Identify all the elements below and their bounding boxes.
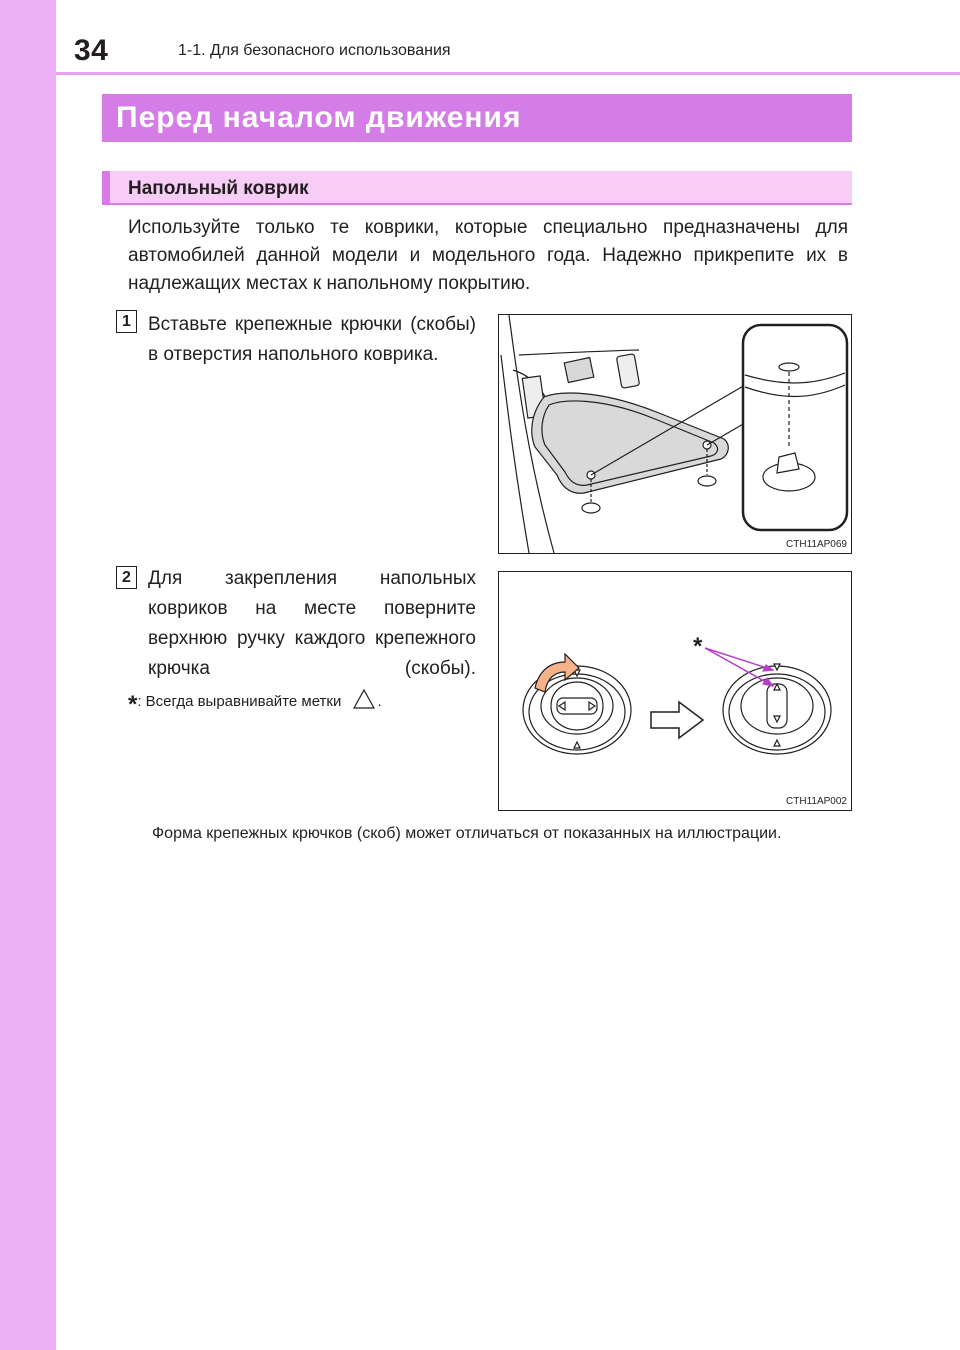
side-color-strip — [0, 0, 56, 1350]
step-2-text: Для закрепления напольных ковриков на месте поверните верхнюю ручку каждого крепежного крючка (скобы). — [148, 568, 476, 679]
figure-code-2: CTH11AP002 — [786, 796, 847, 807]
section-title: Перед началом движения — [116, 101, 522, 134]
note-text: : Всегда выравнивайте метки — [137, 693, 342, 710]
subsection-rule — [102, 203, 852, 205]
step-2-number: 2 — [116, 566, 137, 589]
note-end: . — [377, 693, 382, 710]
figure-code-1: CTH11AP069 — [786, 539, 847, 550]
note — [128, 688, 382, 719]
triangle-mark-icon — [352, 688, 376, 710]
subsection-title: Напольный коврик — [128, 178, 309, 199]
note-marker: * — [128, 691, 138, 718]
step-1-number: 1 — [116, 310, 137, 333]
figure-floor-mat-hooks — [498, 314, 852, 554]
intro-paragraph: Используйте только те коврики, которые специально предназначены для автомобилей данной модели и модельного года. Надежно прикрепите их в надлежащих местах к напольному покрытию. — [128, 217, 848, 294]
step-1-text: Вставьте крепежные крючки (скобы) в отверстия напольного коврика. — [148, 314, 476, 365]
floor-mat-illustration — [499, 315, 851, 553]
footer-note: Форма крепежных крючков (скоб) может отличаться от показанных на иллюстрации. — [152, 825, 782, 842]
hook-rotation-illustration — [499, 572, 851, 810]
page-number: 34 — [74, 34, 109, 67]
figure-hook-rotation — [498, 571, 852, 811]
header-rule — [56, 72, 960, 75]
figure-mark: * — [693, 633, 703, 660]
running-head: 1-1. Для безопасного использования — [178, 42, 451, 59]
